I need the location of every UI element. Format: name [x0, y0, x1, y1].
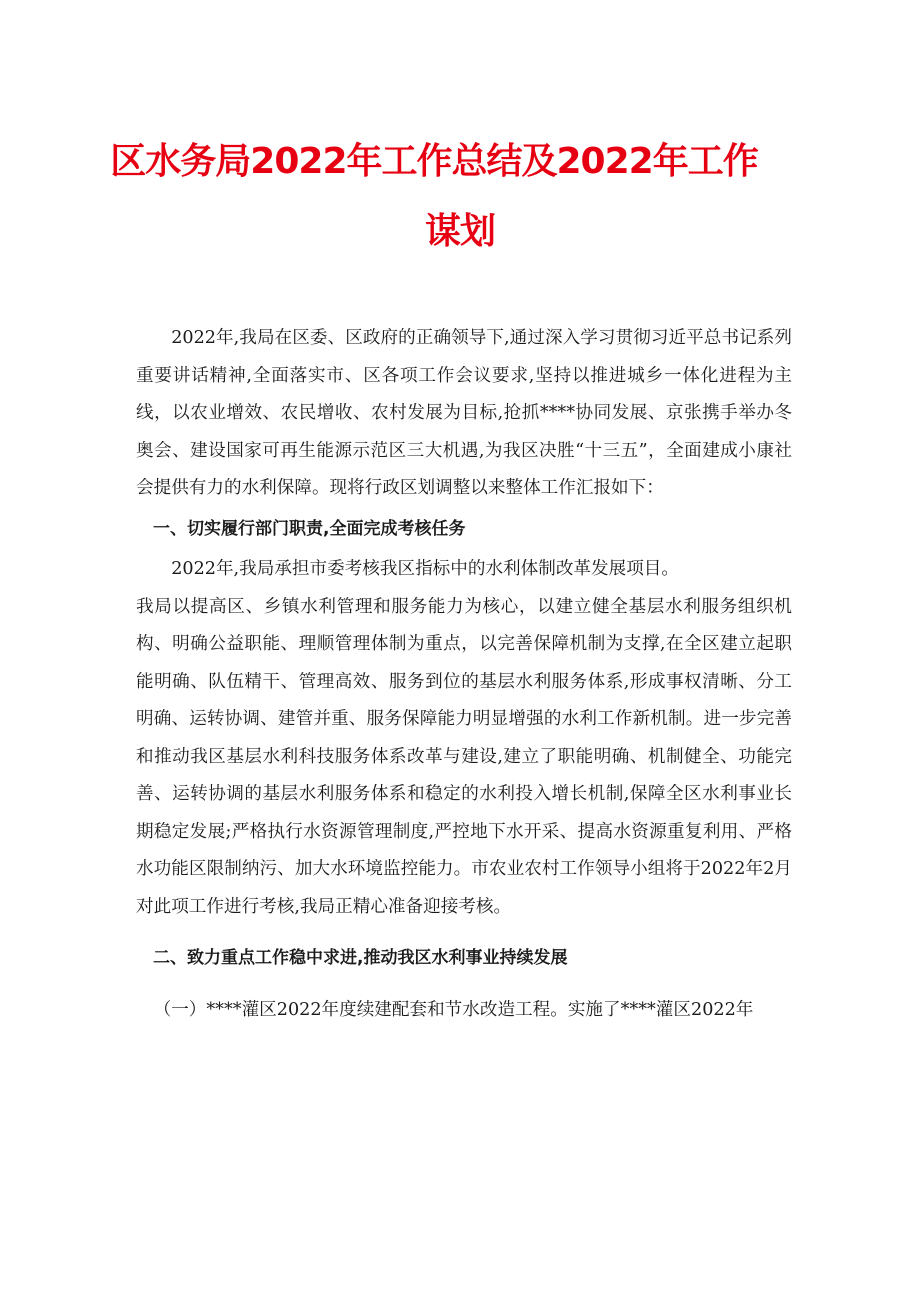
- paragraph-irrigation: （一）****灌区2022年度续建配套和节水改造工程。实施了****灌区2022年: [153, 999, 754, 1020]
- document-title-continued: 谋划: [424, 211, 495, 252]
- section-heading-2: 二、致力重点工作稳中求进,推动我区水利事业持续发展: [153, 948, 568, 968]
- section-heading-1: 一、切实履行部门职责,全面完成考核任务: [153, 518, 466, 539]
- intro-paragraph: 2022年,我局在区委、区政府的正确领导下,通过深入学习贯彻习近平总书记系列重要讲话精神,全面落实市、区各项工作会议要求,坚持以推进城乡一体化进程为主线，以农业增效、农民增收、农村发展为目标,抢抓****协同发展、京张携手举办冬奥会、建设国家可再生能源示范区三大机遇,为我区决胜“十三五”，全面建成小康社会提供有力的水利保障。现将行政区划调整以来整体工作汇报如下：: [136, 328, 792, 498]
- document-title: 区水务局2022年工作总结及2022年工作: [110, 141, 758, 182]
- document-body: [136, 320, 792, 1029]
- paragraph-assessment: 2022年,我局承担市委考核我区指标中的水利体制改革发展项目。: [171, 559, 679, 579]
- paragraph-reform: 我局以提高区、乡镇水利管理和服务能力为核心，以建立健全基层水利服务组织机构、明确公益职能、理顺管理体制为重点，以完善保障机制为支撑,在全区建立起职能明确、队伍精干、管理高效、服务到位的基层水利服务体系,形成事权清晰、分工明确、运转协调、建管并重、服务保障能力明显增强的水利工作新机制。进一步完善和推动我区基层水利科技服务体系改革与建设,建立了职能明确、机制健全、功能完善、运转协调的基层水利服务体系和稳定的水利投入增长机制,保障全区水利事业长期稳定发展;严格执行水资源管理制度,严控地下水开采、提高水资源重复利用、严格水功能区限制纳污、加大水环境监控能力。市农业农村工作领导小组将于2022年2月对此项工作进行考核,我局正精心准备迎接考核。: [136, 596, 792, 917]
